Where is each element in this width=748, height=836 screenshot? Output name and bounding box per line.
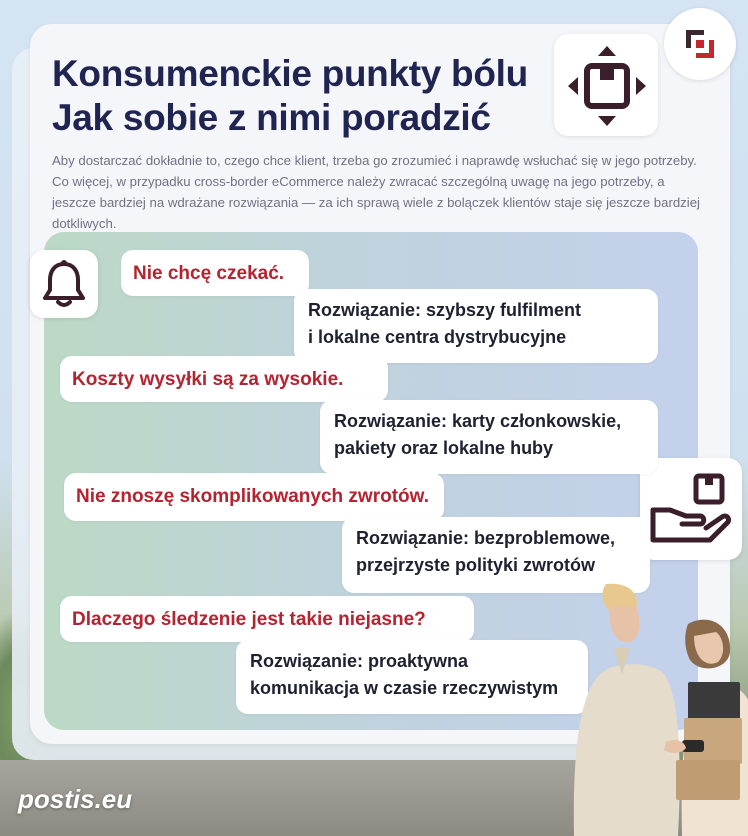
bell-tile xyxy=(30,250,98,318)
postis-logo-icon xyxy=(684,28,716,60)
solution-2 xyxy=(320,400,658,474)
pain-point-1: Nie chcę czekać. xyxy=(121,250,309,296)
solution-3-line-1: Rozwiązanie: bezproblemowe, xyxy=(356,528,616,548)
solution-1 xyxy=(294,289,658,363)
solution-4-line-2: komunikacja w czasie rzeczywistym xyxy=(250,678,559,698)
hand-package-icon xyxy=(650,472,732,546)
pain-point-2: Koszty wysyłki są za wysokie. xyxy=(60,356,388,402)
hand-package-tile xyxy=(640,458,742,560)
bell-icon xyxy=(38,258,90,310)
pain-point-3: Nie znoszę skomplikowanych zwrotów. xyxy=(64,473,444,521)
solution-3-line-2: przejrzyste polityki zwrotów xyxy=(356,555,596,575)
intro-text: Aby dostarczać dokładnie to, czego chce klient, trzeba go zrozumieć i naprawdę wsłuchać się w jego potrzeby. Co więcej, w przypadku cross-border eCommerce należy zwracać szczególną uwagę na jego potrzeby, a jeszcze bardziej na wdrażane rozwiązania — za ich sprawą wiele z bolączek klientów staje się jeszcze bardziej dotkliwych. xyxy=(52,153,700,231)
footer-logo[interactable]: postis.eu xyxy=(18,784,133,814)
solution-4 xyxy=(236,640,588,714)
solution-4-line-1: Rozwiązanie: proaktywna xyxy=(250,651,469,671)
title-line-1: Konsumenckie punkty bólu xyxy=(52,53,528,94)
package-arrows-icon xyxy=(564,42,650,130)
solution-1-line-2: i lokalne centra dystrybucyjne xyxy=(308,327,567,347)
solution-1-line-1: Rozwiązanie: szybszy fulfilment xyxy=(308,300,582,320)
pain-point-4: Dlaczego śledzenie jest takie niejasne? xyxy=(60,596,474,642)
page-title xyxy=(52,52,572,140)
title-line-2: Jak sobie z nimi poradzić xyxy=(52,97,491,138)
brand-badge[interactable] xyxy=(664,8,736,80)
package-arrows-tile xyxy=(554,34,658,136)
solution-2-line-1: Rozwiązanie: karty członkowskie, xyxy=(334,411,622,431)
solution-2-line-2: pakiety oraz lokalne huby xyxy=(334,438,554,458)
couple-with-packages-photo xyxy=(570,582,748,836)
